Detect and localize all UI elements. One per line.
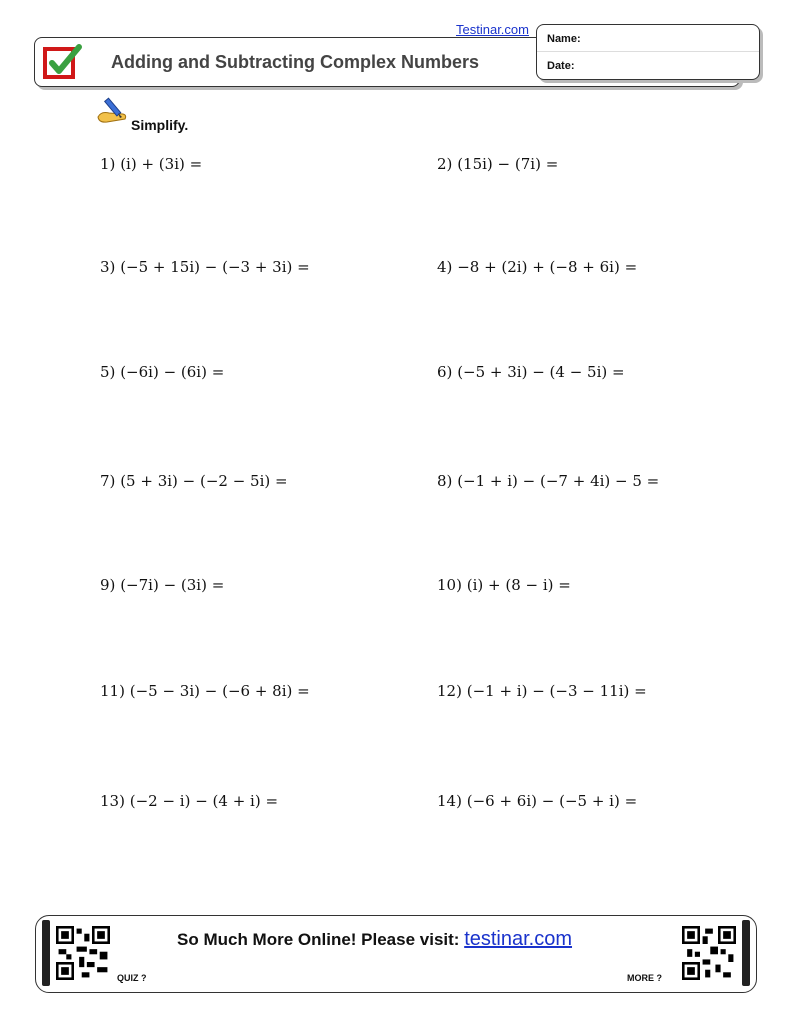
problem-12: [437, 682, 647, 700]
problem-13: [100, 792, 278, 810]
problem-8: [437, 472, 659, 490]
problem-number: 2): [437, 155, 453, 173]
footer-link[interactable]: testinar.com: [464, 928, 573, 950]
name-date-box: [536, 24, 760, 80]
problem-number: 9): [100, 576, 116, 594]
problem-expression: (−6 + 6i) − (−5 + i) =: [466, 792, 638, 810]
problem-expression: (−1 + i) − (−3 − 11i) =: [466, 682, 647, 700]
footer-message: [177, 928, 572, 951]
checkbox-check-icon: [43, 43, 83, 81]
problem-number: 4): [437, 258, 453, 276]
problem-number: 8): [437, 472, 453, 490]
site-link-top[interactable]: Testinar.com: [456, 22, 529, 37]
problem-expression: (i) + (3i) =: [120, 155, 203, 173]
name-label: Name:: [547, 33, 581, 45]
problem-number: 3): [100, 258, 116, 276]
problem-expression: (−5 + 15i) − (−3 + 3i) =: [120, 258, 310, 276]
problem-6: [437, 363, 625, 381]
problem-number: 14): [437, 792, 462, 810]
problem-4: [437, 258, 637, 276]
problem-expression: (−5 − 3i) − (−6 + 8i) =: [129, 682, 310, 700]
problem-9: [100, 576, 224, 594]
pencil-hand-icon: [95, 95, 131, 127]
problem-expression: (5 + 3i) − (−2 − 5i) =: [120, 472, 288, 490]
problem-number: 6): [437, 363, 453, 381]
date-field[interactable]: [537, 52, 759, 78]
problem-number: 1): [100, 155, 116, 173]
problem-expression: (−6i) − (6i) =: [120, 363, 225, 381]
problem-number: 11): [100, 682, 125, 700]
problem-1: [100, 155, 202, 173]
problem-expression: (15i) − (7i) =: [457, 155, 559, 173]
problem-number: 7): [100, 472, 116, 490]
instructions: Simplify.: [131, 117, 189, 133]
problem-number: 12): [437, 682, 462, 700]
problem-number: 13): [100, 792, 125, 810]
problem-expression: (−5 + 3i) − (4 − 5i) =: [457, 363, 625, 381]
problem-number: 10): [437, 576, 462, 594]
problem-expression: (i) + (8 − i) =: [466, 576, 571, 594]
problem-11: [100, 682, 310, 700]
problem-expression: (−7i) − (3i) =: [120, 576, 225, 594]
problem-7: [100, 472, 288, 490]
footer-text: So Much More Online! Please visit:: [177, 930, 465, 949]
problem-10: [437, 576, 571, 594]
quiz-label: QUIZ ?: [117, 973, 147, 983]
problem-expression: −8 + (2i) + (−8 + 6i) =: [457, 258, 638, 276]
problem-expression: (−1 + i) − (−7 + 4i) − 5 =: [457, 472, 660, 490]
page-title: Adding and Subtracting Complex Numbers: [111, 52, 480, 72]
problem-expression: (−2 − i) − (4 + i) =: [129, 792, 279, 810]
problem-3: [100, 258, 310, 276]
qr-code-more-icon[interactable]: [682, 926, 736, 980]
qr-code-quiz-icon[interactable]: [56, 926, 110, 980]
right-side-strip: [742, 920, 750, 986]
problem-number: 5): [100, 363, 116, 381]
name-field[interactable]: [537, 25, 759, 52]
date-label: Date:: [547, 60, 575, 72]
problem-14: [437, 792, 637, 810]
problem-2: [437, 155, 558, 173]
left-side-strip: [42, 920, 50, 986]
problem-5: [100, 363, 224, 381]
more-label: MORE ?: [627, 973, 662, 983]
